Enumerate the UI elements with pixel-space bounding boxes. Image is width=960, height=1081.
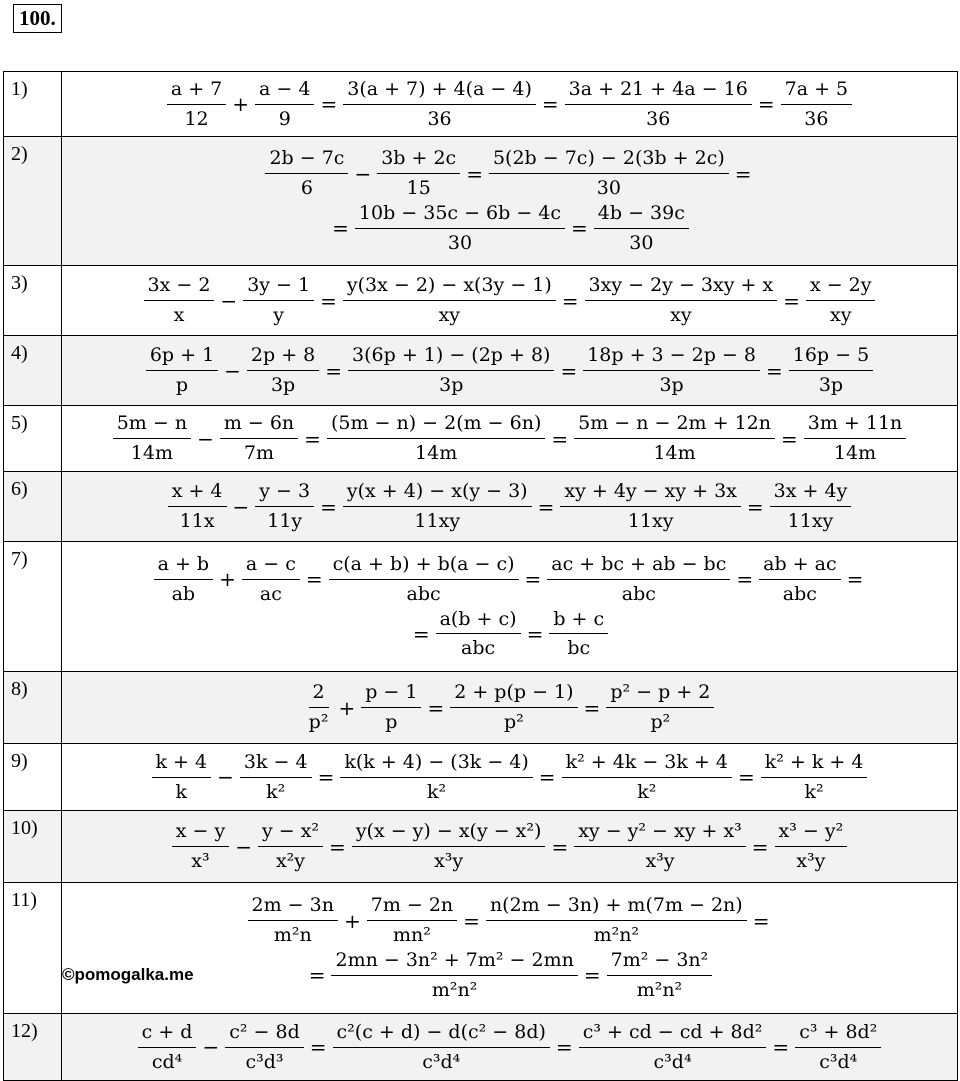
numerator: ac + bc + ab − bc bbox=[547, 553, 730, 580]
operator: = bbox=[583, 695, 601, 720]
operator: + bbox=[219, 567, 236, 592]
solutions-table bbox=[3, 71, 958, 1081]
solution-row bbox=[4, 266, 958, 336]
equation-line bbox=[62, 751, 957, 804]
numerator: a + b bbox=[154, 553, 214, 580]
fraction bbox=[775, 820, 848, 873]
numerator: p² − p + 2 bbox=[606, 681, 714, 708]
fraction bbox=[248, 894, 338, 947]
denominator: m²n² bbox=[636, 978, 683, 1001]
operator: = bbox=[538, 765, 556, 789]
fraction bbox=[258, 820, 323, 873]
row-number: 12) bbox=[4, 1014, 62, 1081]
solution-row bbox=[4, 542, 958, 672]
equation-line bbox=[62, 608, 957, 661]
denominator: 30 bbox=[447, 231, 473, 254]
row-expression bbox=[62, 406, 958, 472]
equation-line bbox=[62, 949, 957, 1002]
operator: = bbox=[551, 426, 569, 451]
fraction bbox=[333, 1021, 550, 1074]
denominator: ac bbox=[259, 582, 282, 605]
fraction bbox=[331, 949, 577, 1002]
equation-line bbox=[62, 1021, 957, 1074]
numerator: a(b + c) bbox=[436, 608, 521, 635]
fraction bbox=[343, 480, 532, 533]
numerator: 2b − 7c bbox=[265, 147, 348, 174]
denominator: 12 bbox=[184, 107, 209, 130]
denominator: 11xy bbox=[414, 510, 461, 532]
equation-line bbox=[62, 202, 957, 255]
numerator: 5(2b − 7c) − 2(3b + 2c) bbox=[489, 147, 729, 174]
denominator: x³y bbox=[434, 850, 464, 872]
row-expression bbox=[62, 72, 958, 137]
fraction bbox=[761, 751, 868, 804]
numerator: x³ − y² bbox=[775, 820, 848, 847]
row-number: 10) bbox=[4, 811, 62, 883]
row-number: 8) bbox=[4, 672, 62, 744]
numerator: y(x − y) − x(y − x²) bbox=[352, 820, 546, 847]
numerator: 6p + 1 bbox=[146, 344, 218, 371]
numerator: 18p + 3 − 2p − 8 bbox=[583, 344, 760, 371]
denominator: p bbox=[385, 711, 398, 733]
numerator: y − 3 bbox=[255, 480, 314, 507]
fraction bbox=[562, 751, 732, 804]
equation-line bbox=[62, 78, 957, 131]
numerator: 2m − 3n bbox=[248, 894, 338, 921]
denominator: c³d⁴ bbox=[653, 1050, 692, 1073]
solution-row bbox=[4, 406, 958, 472]
denominator: 14m bbox=[833, 442, 877, 464]
equation-line bbox=[62, 274, 957, 327]
numerator: 4b − 39c bbox=[594, 202, 689, 229]
row-number: 5) bbox=[4, 406, 62, 472]
denominator: abc bbox=[406, 582, 441, 605]
operator: = bbox=[320, 494, 337, 519]
operator: − bbox=[202, 1035, 220, 1059]
denominator: ab bbox=[171, 582, 196, 605]
denominator: 11xy bbox=[787, 510, 834, 532]
denominator: bc bbox=[567, 637, 591, 660]
denominator: m²n² bbox=[431, 978, 478, 1001]
equation-line bbox=[62, 412, 957, 465]
denominator: abc bbox=[782, 582, 817, 605]
fraction bbox=[172, 820, 229, 873]
numerator: 2p + 8 bbox=[247, 344, 319, 371]
operator: = bbox=[412, 621, 430, 646]
fraction bbox=[436, 608, 521, 661]
numerator: 5m − n bbox=[113, 412, 191, 439]
operator: = bbox=[305, 567, 323, 592]
operator: = bbox=[466, 161, 483, 186]
fraction bbox=[574, 412, 775, 465]
fraction bbox=[565, 78, 752, 131]
numerator: y(x + 4) − x(y − 3) bbox=[343, 480, 532, 507]
denominator: xy bbox=[438, 304, 461, 326]
numerator: 10b − 35c − 6b − 4c bbox=[355, 202, 565, 229]
solution-row bbox=[4, 1014, 958, 1081]
operator: = bbox=[583, 963, 601, 988]
denominator: 36 bbox=[804, 107, 829, 130]
operator: = bbox=[757, 92, 775, 116]
operator: − bbox=[217, 765, 234, 789]
row-expression bbox=[62, 1014, 958, 1081]
denominator: 36 bbox=[427, 107, 452, 130]
numerator: a − c bbox=[242, 553, 300, 580]
fraction bbox=[154, 553, 214, 606]
row-expression bbox=[62, 542, 958, 672]
numerator: (5m − n) − 2(m − 6n) bbox=[327, 412, 545, 439]
denominator: 3p bbox=[659, 374, 684, 396]
operator: = bbox=[427, 695, 445, 720]
numerator: 2 bbox=[309, 681, 329, 708]
numerator: 3a + 21 + 4a − 16 bbox=[565, 78, 752, 105]
numerator: 3xy − 2y − 3xy + x bbox=[585, 274, 778, 301]
row-number: 1) bbox=[4, 72, 62, 137]
row-number: 6) bbox=[4, 472, 62, 542]
fraction bbox=[265, 147, 348, 200]
denominator: 30 bbox=[629, 231, 654, 254]
operator: = bbox=[325, 358, 343, 383]
numerator: c(a + b) + b(a − c) bbox=[329, 553, 519, 580]
operator: = bbox=[734, 161, 752, 186]
numerator: xy − y² − xy + x³ bbox=[574, 820, 746, 847]
row-expression bbox=[62, 811, 958, 883]
numerator: m − 6n bbox=[220, 412, 298, 439]
denominator: c³d⁴ bbox=[819, 1050, 858, 1073]
operator: = bbox=[541, 92, 559, 116]
operator: = bbox=[537, 494, 555, 519]
fraction bbox=[327, 412, 545, 465]
denominator: k² bbox=[427, 780, 447, 803]
denominator: y bbox=[273, 304, 285, 326]
numerator: ab + ac bbox=[759, 553, 840, 580]
numerator: x − y bbox=[172, 820, 229, 847]
numerator: 7m² − 3n² bbox=[607, 949, 713, 976]
denominator: 15 bbox=[406, 177, 431, 200]
row-number: 7) bbox=[4, 542, 62, 672]
watermark: ©pomogalka.me bbox=[62, 965, 194, 984]
operator: = bbox=[736, 567, 754, 592]
operator: = bbox=[526, 621, 544, 646]
numerator: b + c bbox=[549, 608, 608, 635]
numerator: 3b + 2c bbox=[377, 147, 460, 174]
operator: = bbox=[783, 288, 800, 313]
fraction bbox=[305, 681, 333, 734]
denominator: 14m bbox=[415, 442, 458, 464]
denominator: 3p bbox=[439, 374, 464, 396]
denominator: 11y bbox=[267, 510, 303, 532]
denominator: k² bbox=[804, 780, 824, 803]
row-expression bbox=[62, 472, 958, 542]
fraction bbox=[243, 274, 314, 327]
denominator: x³y bbox=[645, 850, 675, 872]
denominator: x³y bbox=[796, 850, 826, 872]
operator: − bbox=[235, 834, 252, 859]
numerator: k(k + 4) − (3k − 4) bbox=[340, 751, 532, 778]
solution-row bbox=[4, 811, 958, 883]
fraction bbox=[547, 553, 730, 606]
denominator: 11xy bbox=[627, 510, 674, 532]
fraction bbox=[594, 202, 689, 255]
denominator: 7m bbox=[243, 442, 275, 464]
operator: = bbox=[560, 358, 578, 383]
numerator: 3m + 11n bbox=[804, 412, 907, 439]
solution-row bbox=[4, 72, 958, 137]
solution-row bbox=[4, 883, 958, 1014]
operator: − bbox=[197, 426, 214, 451]
row-expression bbox=[62, 137, 958, 266]
numerator: xy + 4y − xy + 3x bbox=[560, 480, 741, 507]
numerator: a + 7 bbox=[167, 78, 226, 105]
fraction bbox=[343, 78, 536, 131]
denominator: mn² bbox=[393, 924, 431, 947]
numerator: a − 4 bbox=[255, 78, 314, 105]
operator: = bbox=[332, 216, 349, 241]
numerator: 3(6p + 1) − (2p + 8) bbox=[348, 344, 554, 371]
numerator: c³ + cd − cd + 8d² bbox=[579, 1021, 767, 1048]
fraction bbox=[549, 608, 608, 661]
numerator: k + 4 bbox=[152, 751, 212, 778]
numerator: y − x² bbox=[258, 820, 323, 847]
fraction bbox=[113, 412, 191, 465]
fraction bbox=[220, 412, 298, 465]
denominator: xy bbox=[670, 304, 692, 326]
fraction bbox=[759, 553, 840, 606]
fraction bbox=[255, 78, 314, 131]
equation-line bbox=[62, 147, 957, 200]
denominator: p bbox=[175, 374, 189, 396]
fraction bbox=[795, 1021, 881, 1074]
denominator: c³d³ bbox=[245, 1050, 284, 1073]
fraction bbox=[770, 480, 852, 533]
operator: + bbox=[338, 695, 356, 720]
operator: = bbox=[746, 494, 764, 519]
numerator: 3(a + 7) + 4(a − 4) bbox=[343, 78, 536, 105]
operator: = bbox=[329, 834, 346, 859]
numerator: n(2m − 3n) + m(7m − 2n) bbox=[486, 894, 747, 921]
denominator: 3p bbox=[818, 374, 844, 396]
fraction bbox=[329, 553, 519, 606]
denominator: abc bbox=[461, 637, 496, 660]
numerator: y(3x − 2) − x(3y − 1) bbox=[343, 274, 556, 301]
numerator: x − 2y bbox=[806, 274, 876, 301]
denominator: xy bbox=[829, 304, 852, 326]
fraction bbox=[607, 949, 713, 1002]
operator: − bbox=[220, 288, 238, 313]
denominator: 14m bbox=[653, 442, 696, 464]
equation-line bbox=[62, 553, 957, 606]
fraction bbox=[144, 274, 215, 327]
denominator: abc bbox=[621, 582, 656, 605]
row-expression bbox=[62, 266, 958, 336]
problem-number: 100. bbox=[13, 4, 62, 33]
fraction bbox=[583, 344, 760, 397]
row-expression bbox=[62, 672, 958, 744]
fraction bbox=[146, 344, 218, 397]
row-number: 11) bbox=[4, 883, 62, 1014]
operator: − bbox=[232, 494, 250, 519]
denominator: k² bbox=[637, 780, 657, 803]
fraction bbox=[138, 1021, 197, 1074]
denominator: 14m bbox=[130, 442, 173, 464]
operator: = bbox=[571, 216, 588, 241]
operator: = bbox=[772, 1035, 790, 1059]
operator: = bbox=[737, 765, 755, 789]
row-number: 2) bbox=[4, 137, 62, 266]
denominator: m²n² bbox=[593, 924, 640, 947]
operator: = bbox=[317, 765, 335, 789]
fraction bbox=[361, 681, 421, 734]
denominator: m²n bbox=[273, 924, 312, 947]
numerator: 5m − n − 2m + 12n bbox=[574, 412, 775, 439]
fraction bbox=[579, 1021, 767, 1074]
numerator: k² + 4k − 3k + 4 bbox=[562, 751, 732, 778]
numerator: c² − 8d bbox=[225, 1021, 304, 1048]
solution-row bbox=[4, 672, 958, 744]
numerator: 2 + p(p − 1) bbox=[450, 681, 577, 708]
fraction bbox=[560, 480, 741, 533]
denominator: 9 bbox=[278, 107, 291, 130]
operator: = bbox=[551, 834, 569, 859]
numerator: c³ + 8d² bbox=[795, 1021, 881, 1048]
solution-row bbox=[4, 137, 958, 266]
numerator: 7a + 5 bbox=[781, 78, 853, 105]
fraction bbox=[355, 202, 565, 255]
numerator: 16p − 5 bbox=[789, 344, 873, 371]
operator: = bbox=[320, 288, 337, 313]
fraction bbox=[486, 894, 747, 947]
equation-line bbox=[62, 681, 957, 734]
operator: = bbox=[555, 1035, 573, 1059]
denominator: c³d⁴ bbox=[422, 1050, 461, 1073]
row-number: 9) bbox=[4, 744, 62, 811]
denominator: p² bbox=[308, 711, 329, 733]
operator: = bbox=[308, 963, 326, 988]
row-number: 4) bbox=[4, 336, 62, 406]
equation-line bbox=[62, 480, 957, 533]
row-expression bbox=[62, 883, 958, 1014]
fraction bbox=[247, 344, 319, 397]
fraction bbox=[574, 820, 746, 873]
numerator: c + d bbox=[138, 1021, 197, 1048]
operator: = bbox=[751, 834, 769, 859]
numerator: x + 4 bbox=[168, 480, 227, 507]
solution-row bbox=[4, 336, 958, 406]
row-number: 3) bbox=[4, 266, 62, 336]
fraction bbox=[225, 1021, 304, 1074]
fraction bbox=[489, 147, 729, 200]
fraction bbox=[585, 274, 778, 327]
fraction bbox=[340, 751, 532, 804]
equation-line bbox=[62, 894, 957, 947]
row-expression bbox=[62, 744, 958, 811]
solution-row bbox=[4, 472, 958, 542]
numerator: 3x + 4y bbox=[770, 480, 852, 507]
denominator: x³ bbox=[191, 850, 210, 872]
row-expression bbox=[62, 336, 958, 406]
numerator: 7m − 2n bbox=[367, 894, 457, 921]
operator: = bbox=[320, 92, 338, 116]
numerator: 3k − 4 bbox=[240, 751, 312, 778]
operator: = bbox=[304, 426, 321, 451]
fraction bbox=[606, 681, 714, 734]
fraction bbox=[240, 751, 312, 804]
operator: = bbox=[780, 426, 798, 451]
fraction bbox=[167, 78, 226, 131]
fraction bbox=[804, 412, 907, 465]
equation-line bbox=[62, 344, 957, 397]
operator: = bbox=[846, 567, 864, 592]
numerator: p − 1 bbox=[361, 681, 421, 708]
denominator: p² bbox=[650, 711, 671, 733]
operator: = bbox=[463, 908, 480, 933]
fraction bbox=[377, 147, 460, 200]
solutions-table-body bbox=[4, 72, 958, 1081]
fraction bbox=[450, 681, 577, 734]
denominator: 11x bbox=[179, 510, 215, 532]
denominator: x²y bbox=[275, 850, 306, 872]
denominator: x bbox=[173, 304, 185, 326]
denominator: 36 bbox=[646, 107, 671, 130]
numerator: k² + k + 4 bbox=[761, 751, 868, 778]
denominator: cd⁴ bbox=[151, 1050, 183, 1073]
fraction bbox=[168, 480, 227, 533]
numerator: c²(c + d) − d(c² − 8d) bbox=[333, 1021, 550, 1048]
denominator: k bbox=[175, 780, 188, 803]
fraction bbox=[348, 344, 554, 397]
operator: + bbox=[343, 908, 361, 933]
operator: − bbox=[224, 358, 241, 383]
denominator: 3p bbox=[270, 374, 296, 396]
operator: = bbox=[524, 567, 542, 592]
fraction bbox=[343, 274, 556, 327]
numerator: 2mn − 3n² + 7m² − 2mn bbox=[331, 949, 577, 976]
denominator: p² bbox=[503, 711, 524, 733]
numerator: 3x − 2 bbox=[144, 274, 215, 301]
operator: = bbox=[309, 1035, 327, 1059]
operator: = bbox=[765, 358, 783, 383]
equation-line bbox=[62, 820, 957, 873]
fraction bbox=[242, 553, 300, 606]
denominator: 6 bbox=[300, 177, 313, 200]
fraction bbox=[255, 480, 314, 533]
denominator: k² bbox=[266, 780, 286, 803]
operator: − bbox=[354, 161, 372, 186]
fraction bbox=[367, 894, 457, 947]
operator: + bbox=[232, 92, 250, 116]
fraction bbox=[789, 344, 873, 397]
fraction bbox=[781, 78, 853, 131]
operator: = bbox=[561, 288, 579, 313]
denominator: 30 bbox=[596, 177, 621, 200]
fraction bbox=[352, 820, 546, 873]
operator: = bbox=[752, 908, 770, 933]
numerator: 3y − 1 bbox=[243, 274, 314, 301]
fraction bbox=[152, 751, 212, 804]
solution-row bbox=[4, 744, 958, 811]
fraction bbox=[806, 274, 876, 327]
